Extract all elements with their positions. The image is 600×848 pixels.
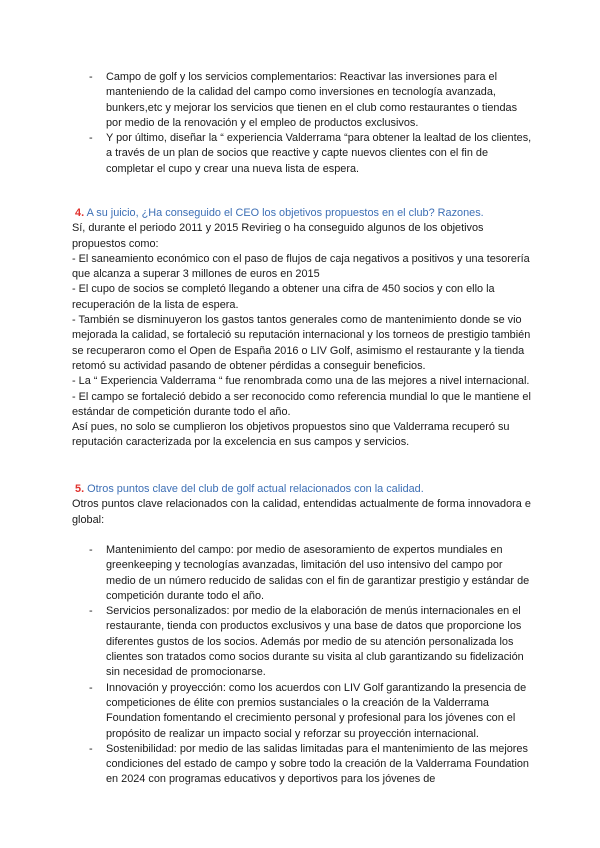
bullet-dash: - <box>89 742 93 755</box>
section-4 <box>72 206 534 451</box>
list-item-text: Mantenimiento del campo: por medio de asesoramiento de expertos mundiales en greenkeeping y tecnologías avanzadas, limitación del uso intensivo del campo por medio de un número reducido de salidas con el fin de garantizar prestigio y estándar de competición durante todo el año. <box>106 544 530 602</box>
list-item-text: Servicios personalizados: por medio de la elaboración de menús internacionales en el restaurante, tienda con productos exclusivos y una base de datos que proporcione los diferentes gustos de los socios. Además por medio de su atención personalizada los clientes son tratados como socios durante su visita al club garantizando su fidelización sin necesidad de promocionarse. <box>106 605 524 679</box>
section-5-intro: Otros puntos clave relacionados con la calidad, entendidas actualmente de forma innovadora e global: <box>72 498 531 526</box>
section-4-title: A su juicio, ¿Ha conseguido el CEO los objetivos propuestos en el club? Razones. <box>86 207 484 219</box>
list-item-text: Campo de golf y los servicios complementarios: Reactivar las inversiones para el manteniendo de la calidad del campo como inversiones en tecnología avanzada, bunkers,etc y mejorar los servicios que tienen en el club como restaurantes o tiendas por medio de la renovación y el empleo de productos exclusivos. <box>106 71 518 129</box>
bullet-dash: - <box>89 71 93 83</box>
section-5-number: 5. <box>75 483 85 495</box>
list-item <box>72 604 534 680</box>
paragraph: Así pues, no solo se cumplieron los objetivos propuestos sino que Valderrama recuperó su reputación caracterizada por la excelencia en sus campos y servicios. <box>72 421 510 449</box>
top-bullet-list <box>72 70 534 177</box>
section-4-heading <box>72 206 534 221</box>
section-4-number: 4. <box>75 207 85 219</box>
section-5-heading <box>72 482 534 497</box>
section-5-bullet-list <box>72 543 534 788</box>
paragraph: - El saneamiento económico con el paso de flujos de caja negativos a positivos y una tesorería que alcanza a superar 3 millones de euros en 2015 <box>72 252 530 281</box>
section-5-title: Otros puntos clave del club de golf actual relacionados con la calidad. <box>87 483 424 495</box>
list-item <box>72 681 534 742</box>
bullet-dash: - <box>89 132 93 145</box>
paragraph: - También se disminuyeron los gastos tantos generales como de mantenimiento donde se vio mejorada la calidad, se fortaleció su reputación internacional y los torneos de prestigio también se recuperaron como el Open de España 2016 o LIV Golf, asimismo el restaurante y la tienda retomó su actividad pasando de obtener pérdidas a conseguir beneficios. <box>72 314 531 372</box>
list-item <box>72 742 534 788</box>
section-5 <box>72 482 534 528</box>
list-item <box>72 131 534 177</box>
paragraph: - El campo se fortaleció debido a ser reconocido como referencia mundial lo que le mantiene el estándar de competición durante todo el año. <box>72 390 531 418</box>
paragraph: Sí, durante el periodo 2011 y 2015 Revirieg o ha conseguido algunos de los objetivos propuestos como: <box>72 222 484 250</box>
list-item <box>72 70 534 131</box>
paragraph: - El cupo de socios se completó llegando a obtener una cifra de 450 socios y con ello la recuperación de la lista de espera. <box>72 283 495 311</box>
paragraph: - La “ Experiencia Valderrama “ fue renombrada como una de las mejores a nivel internacional. <box>72 375 530 388</box>
list-item-text: Y por último, diseñar la “ experiencia Valderrama “para obtener la lealtad de los clientes, a través de un plan de socios que reactive y capte nuevos clientes con el fin de completar el cupo y crear una nueva lista de espera. <box>106 132 532 175</box>
list-item-text: Innovación y proyección: como los acuerdos con LIV Golf garantizando la presencia de competiciones de élite con premios sustanciales o la creación de la Valderrama Foundation fomentando el crecimiento personal y profesional para los jóvenes con el propósito de realizar un impacto social y reforzar su proyección internacional. <box>106 681 527 740</box>
list-item <box>72 543 534 604</box>
list-item-text: Sostenibilidad: por medio de las salidas limitadas para el mantenimiento de las mejores condiciones del estado de campo y sobre todo la creación de la Valderrama Foundation en 2024 con programas educativos y deportivos para los jóvenes de <box>106 742 529 786</box>
bullet-dash: - <box>89 544 93 556</box>
bullet-dash: - <box>89 605 93 618</box>
bullet-dash: - <box>89 681 93 694</box>
